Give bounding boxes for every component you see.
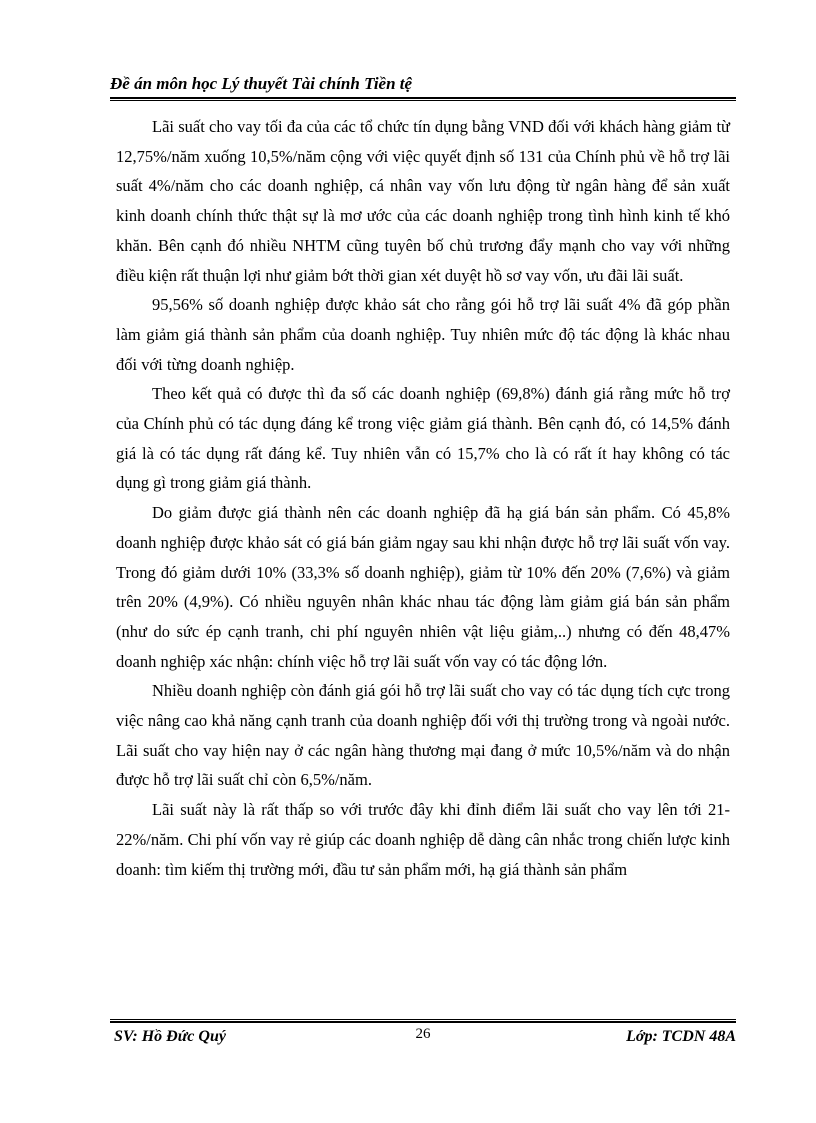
paragraph-2: 95,56% số doanh nghiệp được khảo sát cho rằng gói hỗ trợ lãi suất 4% đã góp phần làm giảm giá thành sản phẩm của doanh nghiệp. Tuy nhiên mức độ tác động là khác nhau đối với từng doanh nghiệp.	[116, 295, 730, 374]
footer-class-label: Lớp: TCDN 48A	[626, 1028, 736, 1045]
document-body	[116, 112, 730, 884]
paragraph-4: Do giảm được giá thành nên các doanh nghiệp đã hạ giá bán sản phẩm. Có 45,8% doanh nghiệp được khảo sát có giá bán giảm ngay sau khi nhận được hỗ trợ lãi suất vốn vay. Trong đó giảm dưới 10% (33,3% số doanh nghiệp), giảm từ 10% đến 20% (7,6%) và giảm trên 20% (4,9%). Có nhiều nguyên nhân khác nhau tác động làm giảm giá bán sản phẩm (như do sức ép cạnh tranh, chi phí nguyên nhiên vật liệu giảm,..) nhưng có đến 48,47% doanh nghiệp xác nhận: chính việc hỗ trợ lãi suất vốn vay có tác động lớn.	[116, 503, 730, 671]
paragraph-6: Lãi suất này là rất thấp so với trước đây khi đỉnh điểm lãi suất cho vay lên tới 21-22%/năm. Chi phí vốn vay rẻ giúp các doanh nghiệp dễ dàng cân nhắc trong chiến lược kinh doanh: tìm kiếm thị trường mới, đầu tư sản phẩm mới, hạ giá thành sản phẩm	[116, 800, 730, 879]
page-header	[110, 74, 736, 98]
footer-divider-thin	[110, 1019, 736, 1020]
page-number: 26	[415, 1026, 431, 1042]
paragraph-1: Lãi suất cho vay tối đa của các tổ chức tín dụng bằng VND đối với khách hàng giảm từ 12,75%/năm xuống 10,5%/năm cộng với việc quyết định số 131 của Chính phủ về hỗ trợ lãi suất 4%/năm cho các doanh nghiệp, cá nhân vay vốn lưu động từ ngân hàng để sản xuất kinh doanh chính thức thật sự là mơ ước của các doanh nghiệp trong tình hình kinh tế khó khăn. Bên cạnh đó nhiều NHTM cũng tuyên bố chủ trương đẩy mạnh cho vay với những điều kiện rất thuận lợi như giảm bớt thời gian xét duyệt hồ sơ vay vốn, ưu đãi lãi suất.	[116, 117, 730, 285]
header-divider-thin	[110, 100, 736, 101]
document-title: Đề án môn học Lý thuyết Tài chính Tiền tệ	[110, 74, 413, 93]
paragraph-3: Theo kết quả có được thì đa số các doanh nghiệp (69,8%) đánh giá rằng mức hỗ trợ của Chính phủ có tác dụng đáng kể trong việc giảm giá thành. Bên cạnh đó, có 14,5% đánh giá là có tác dụng rất đáng kể. Tuy nhiên vẫn có 15,7% cho là có rất ít hay không có tác dụng gì trong giảm giá thành.	[116, 384, 730, 493]
header-divider	[110, 97, 736, 99]
paragraph-5: Nhiều doanh nghiệp còn đánh giá gói hỗ trợ lãi suất cho vay có tác dụng tích cực trong việc nâng cao khả năng cạnh tranh của doanh nghiệp đối với thị trường trong và ngoài nước. Lãi suất cho vay hiện nay ở các ngân hàng thương mại đang ở mức 10,5%/năm và do nhận được hỗ trợ lãi suất chỉ còn 6,5%/năm.	[116, 681, 730, 790]
footer-student-name: SV: Hồ Đức Quý	[114, 1028, 226, 1045]
footer-divider	[110, 1021, 736, 1023]
